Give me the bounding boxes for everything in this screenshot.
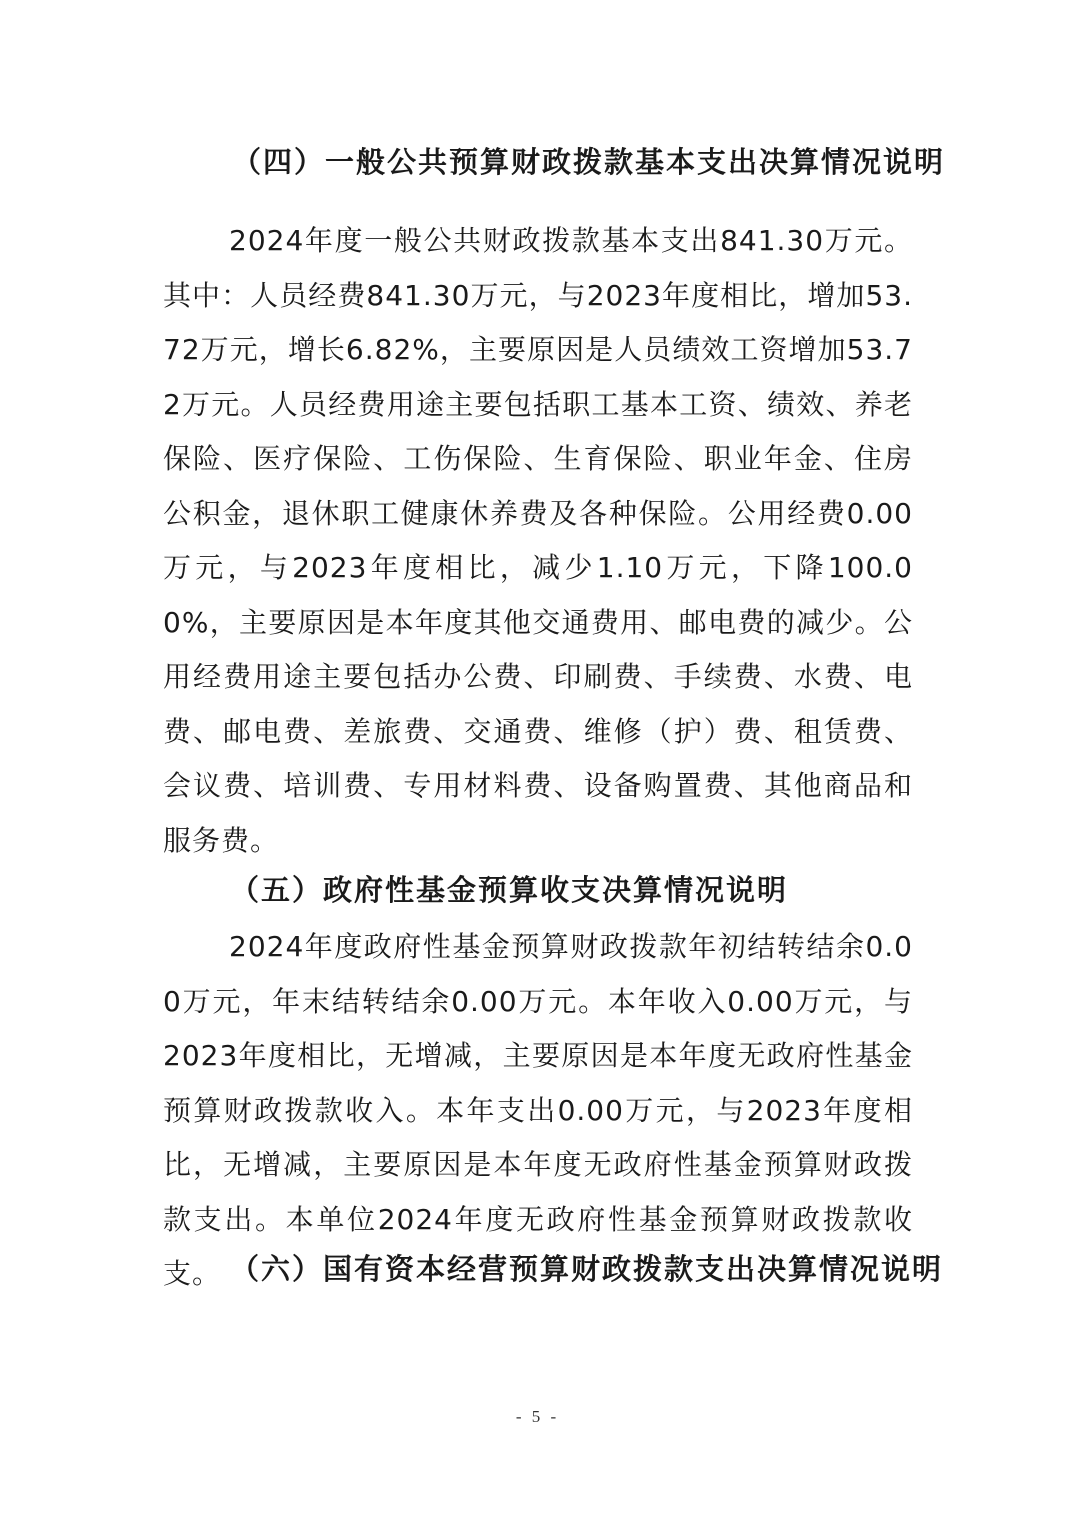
section-heading-4: （四）一般公共预算财政拨款基本支出决算情况说明 xyxy=(232,145,946,179)
section-heading-5: （五）政府性基金预算收支决算情况说明 xyxy=(230,873,789,907)
page-number: - 5 - xyxy=(515,1407,560,1426)
section-body-5: 2024年度政府性基金预算财政拨款年初结转结余0.00万元，年末结转结余0.00万元。本年收入0.00万元，与2023年度相比，无增减，主要原因是本年度无政府性基金预算财政拨款收入。本年支出0.00万元，与2023年度相比，无增减，主要原因是本年度无政府性基金预算财政拨款支出。本单位2024年度无政府性基金预算财政拨款收支。 xyxy=(163,930,913,1290)
section-body-4: 2024年度一般公共财政拨款基本支出841.30万元。其中：人员经费841.30万元，与2023年度相比，增加53.72万元，增长6.82%，主要原因是人员绩效工资增加53.72万元。人员经费用途主要包括职工基本工资、绩效、养老保险、医疗保险、工伤保险、生育保险、职业年金、住房公积金，退休职工健康休养费及各种保险。公用经费0.00万元，与2023年度相比，减少1.10万元，下降100.00%，主要原因是本年度其他交通费用、邮电费的减少。公用经费用途主要包括办公费、印刷费、手续费、水费、电费、邮电费、差旅费、交通费、维修（护）费、租赁费、会议费、培训费、专用材料费、设备购置费、其他商品和服务费。 xyxy=(163,224,913,857)
section-heading-6: （六）国有资本经营预算财政拨款支出决算情况说明 xyxy=(230,1252,944,1286)
